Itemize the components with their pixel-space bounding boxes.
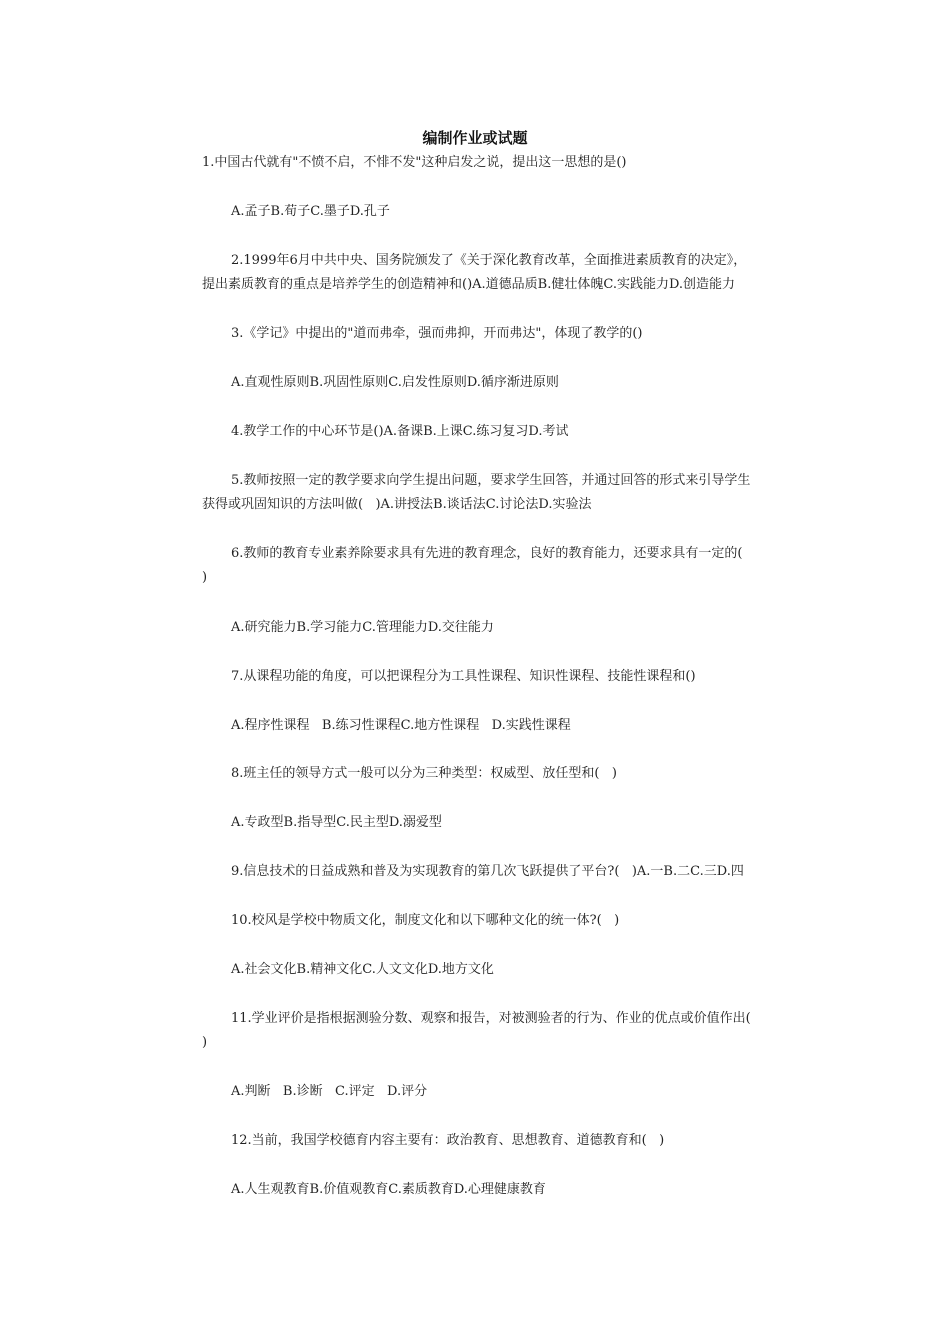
question-6-text: 6.教师的教育专业素养除要求具有先进的教育理念，良好的教育能力，还要求具有一定的( — [231, 546, 743, 561]
question-3-text: 3.《学记》中提出的"道而弗牵，强而弗抑，开而弗达"，体现了教学的() — [231, 326, 643, 341]
question-11-options: A.判断 B.诊断 C.评定 D.评分 — [231, 1084, 428, 1099]
question-11-text-continued: ) — [202, 1035, 208, 1050]
question-12-text: 12.当前，我国学校德育内容主要有：政治教育、思想教育、道德教育和( ) — [231, 1133, 665, 1148]
question-8-text: 8.班主任的领导方式一般可以分为三种类型：权威型、放任型和( ) — [231, 766, 617, 781]
question-10-options: A.社会文化B.精神文化C.人文文化D.地方文化 — [231, 962, 494, 977]
question-3-options: A.直观性原则B.巩固性原则C.启发性原则D.循序渐进原则 — [231, 375, 559, 390]
question-2-text-continued: 提出素质教育的重点是培养学生的创造精神和()A.道德品质B.健壮体魄C.实践能力D.创造能力 — [202, 277, 736, 292]
question-7-text: 7.从课程功能的角度，可以把课程分为工具性课程、知识性课程、技能性课程和() — [231, 669, 696, 684]
question-12-options: A.人生观教育B.价值观教育C.素质教育D.心理健康教育 — [231, 1182, 546, 1197]
question-8-options: A.专政型B.指导型C.民主型D.溺爱型 — [231, 815, 442, 830]
question-1-options: A.孟子B.荀子C.墨子D.孔子 — [231, 204, 390, 219]
question-5-text-continued: 获得或巩固知识的方法叫做( )A.讲授法B.谈话法C.讨论法D.实验法 — [202, 497, 592, 512]
question-7-options: A.程序性课程 B.练习性课程C.地方性课程 D.实践性课程 — [231, 718, 571, 733]
question-10-text: 10.校风是学校中物质文化，制度文化和以下哪种文化的统一体?( ) — [231, 913, 620, 928]
question-6-options: A.研究能力B.学习能力C.管理能力D.交往能力 — [231, 620, 494, 635]
question-11-text: 11.学业评价是指根据测验分数、观察和报告，对被测验者的行为、作业的优点或价值作出( — [231, 1011, 751, 1026]
question-2-text: 2.1999年6月中共中央、国务院颁发了《关于深化教育改革，全面推进素质教育的决定》， — [231, 253, 747, 268]
question-4-text: 4.教学工作的中心环节是()A.备课B.上课C.练习复习D.考试 — [231, 424, 569, 439]
question-1-text: 1.中国古代就有"不愤不启，不悱不发"这种启发之说，提出这一思想的是() — [202, 155, 627, 170]
question-9-text: 9.信息技术的日益成熟和普及为实现教育的第几次飞跃提供了平台?( )A.一B.二C.三D.四 — [231, 864, 744, 879]
question-6-text-continued: ) — [202, 570, 208, 585]
document-title: 编制作业或试题 — [422, 129, 528, 147]
question-5-text: 5.教师按照一定的教学要求向学生提出问题，要求学生回答，并通过回答的形式来引导学生 — [231, 473, 751, 488]
